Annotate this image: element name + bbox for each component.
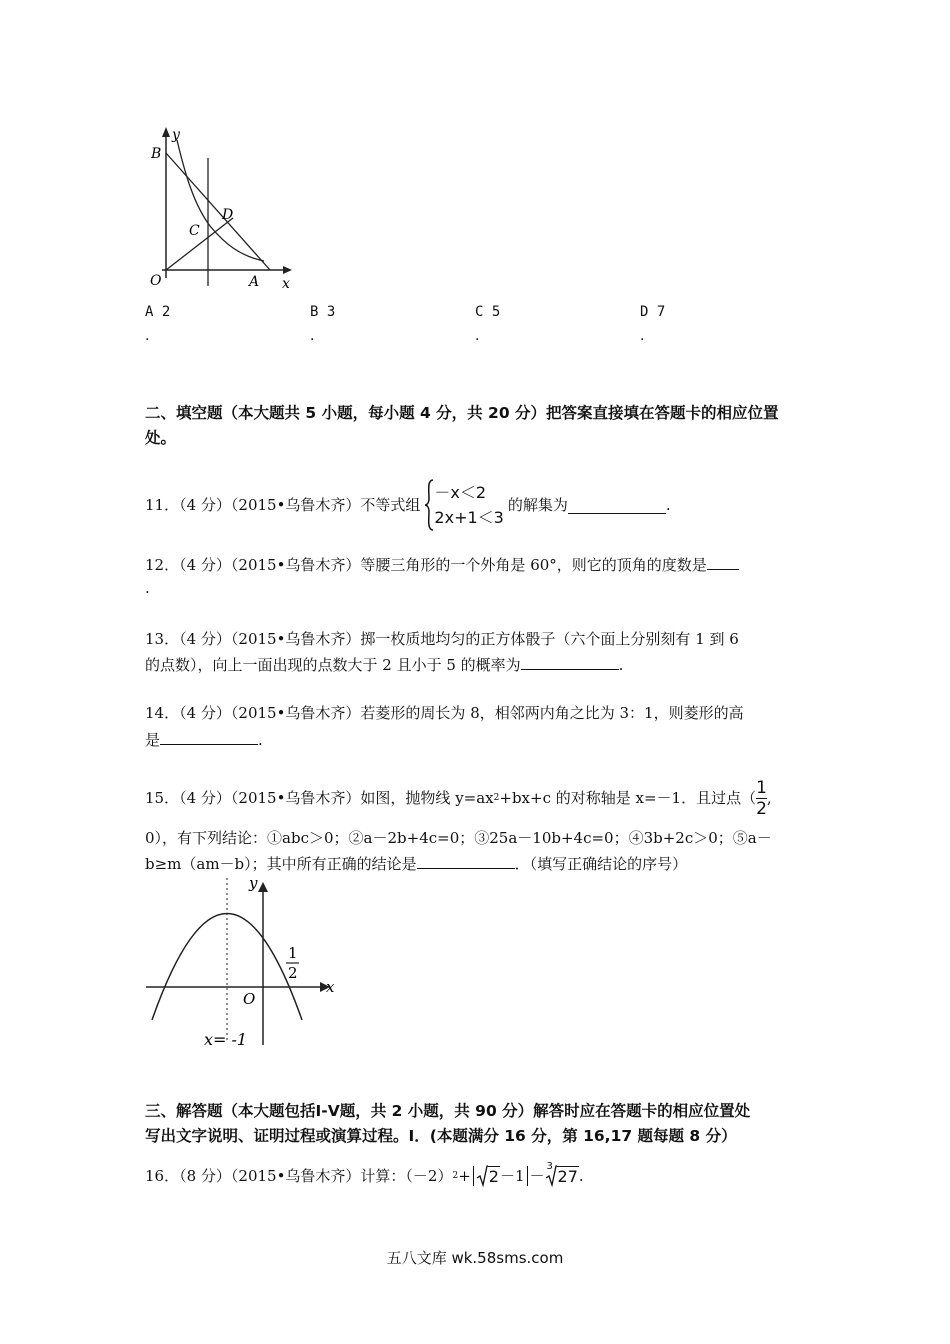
option-c-dot: . <box>475 328 480 344</box>
option-b-letter: B <box>310 304 319 320</box>
sqrt-icon <box>476 1165 488 1187</box>
figure2-label-o: O <box>243 990 256 1008</box>
figure2-label-y: y <box>249 874 258 892</box>
q15-fraction <box>756 779 767 818</box>
option-c-letter: C <box>475 304 484 320</box>
figure1-label-y: y <box>172 127 180 143</box>
q11-prefix: 11．（4 分）（2015•乌鲁木齐）不等式组 <box>145 496 421 514</box>
figure-1 <box>140 118 310 293</box>
option-b-value: 3 <box>326 304 336 320</box>
q16-sqrt <box>476 1165 500 1187</box>
option-b <box>310 302 335 322</box>
q12-line2: . <box>145 579 150 597</box>
figure1-label-x: x <box>282 276 290 292</box>
q13-end: . <box>618 656 624 674</box>
figure1-label-o: O <box>150 273 162 289</box>
question-15-line1 <box>145 778 772 818</box>
section3-heading-line1: 三、解答题（本大题包括Ⅰ-Ⅴ题，共 2 小题，共 90 分）解答时应在答题卡的相应位置处 <box>145 1102 751 1120</box>
y-axis-arrow <box>162 127 170 137</box>
q16-minus-one: －1 <box>499 1167 525 1185</box>
q15-line1-b: +bx+c 的对称轴是 x=－1．且过点（ <box>499 789 757 807</box>
figure1-label-c: C <box>189 223 200 239</box>
question-14-line2 <box>145 728 263 750</box>
figure1-label-a: A <box>249 274 260 290</box>
q15-line3-a: b≥m（am－b）；其中所有正确的结论是 <box>145 855 417 873</box>
option-d <box>640 302 665 322</box>
q15-line1-a: 15．（4 分）（2015•乌鲁木齐）如图，抛物线 y=ax <box>145 789 494 807</box>
option-c <box>475 302 500 322</box>
q15-line3-b: ．（填写正确结论的序号） <box>514 855 688 873</box>
x-axis-arrow <box>283 266 292 274</box>
figure2-label-half-num: 1 <box>288 944 298 962</box>
q16-abs-left <box>473 1166 474 1186</box>
q12-line1: 12．（4 分）（2015•乌鲁木齐）等腰三角形的一个外角是 60°，则它的顶角的度数是 <box>145 556 707 574</box>
q16-end: . <box>578 1167 584 1185</box>
figure1-label-b: B <box>151 146 162 162</box>
q13-line1: 13．（4 分）（2015•乌鲁木齐）掷一枚质地均匀的正方体骰子（六个面上分别刻有 1 到 6 <box>145 630 739 648</box>
option-a-letter: A <box>145 304 154 320</box>
figure2-label-half-den: 2 <box>288 964 298 982</box>
q15-frac-num: 1 <box>756 777 767 798</box>
q16-cbrt <box>545 1161 579 1187</box>
q13-line2: 的点数），向上一面出现的点数大于 2 且小于 5 的概率为 <box>145 656 521 674</box>
figure1-label-d: D <box>222 207 234 223</box>
option-d-value: 7 <box>656 304 666 320</box>
q11-inequality-1: －x＜2 <box>434 483 487 502</box>
section3-heading-line2: 写出文字说明、证明过程或演算过程。Ⅰ．(本题满分 16 分，第 16,17 题每题 8 分） <box>145 1127 737 1145</box>
q16-prefix: 16．（8 分）（2015•乌鲁木齐）计算：（－2） <box>145 1167 453 1185</box>
option-a-value: 2 <box>161 304 171 320</box>
q16-abs-right <box>527 1166 528 1186</box>
figure-2 <box>140 870 350 1055</box>
q16-sqrt-arg: 2 <box>488 1167 499 1186</box>
q16-cbrt-index: 3 <box>546 1161 553 1172</box>
q15-sup-2: 2 <box>493 793 500 803</box>
option-b-dot: . <box>310 328 315 344</box>
y-axis-arrow <box>258 882 268 892</box>
q11-end: . <box>665 496 671 514</box>
page-footer: 五八文库 wk.58sms.com <box>386 1249 564 1267</box>
line-ab <box>166 153 270 270</box>
option-a <box>145 302 170 322</box>
figure2-label-x: x <box>326 978 335 996</box>
q15-comma: , <box>766 789 772 807</box>
q14-answer-blank[interactable] <box>160 728 258 745</box>
q11-system <box>424 478 503 532</box>
option-c-value: 5 <box>491 304 501 320</box>
q15-frac-den: 2 <box>756 798 767 819</box>
section2-heading-line2: 处。 <box>145 429 177 447</box>
hyperbola-curve <box>177 140 264 261</box>
question-16 <box>145 1160 584 1192</box>
question-13-line2 <box>145 653 623 675</box>
q14-end: . <box>258 731 263 749</box>
q16-plus: + <box>458 1167 471 1185</box>
option-d-dot: . <box>640 328 645 344</box>
q16-sup-2: 2 <box>452 1171 459 1181</box>
option-d-letter: D <box>640 304 649 320</box>
q11-answer-blank[interactable] <box>568 497 666 514</box>
q16-minus: － <box>529 1167 545 1185</box>
q14-line1: 14．（4 分）（2015•乌鲁木齐）若菱形的周长为 8，相邻两内角之比为 3：1，则菱形的高 <box>145 704 744 722</box>
figure2-label-axis: x= -1 <box>204 1030 248 1049</box>
q14-line2: 是 <box>145 731 161 749</box>
q11-suffix: 的解集为 <box>507 496 568 514</box>
section2-heading-line1: 二、填空题（本大题共 5 小题，每小题 4 分，共 20 分）把答案直接填在答题卡的相应位置 <box>145 404 779 422</box>
option-a-dot: . <box>145 328 150 344</box>
q15-line2: 0），有下列结论：①abc＞0；②a－2b+4c=0；③25a－10b+4c=0；④3b+2c＞0；⑤a－ <box>145 829 772 847</box>
q16-cbrt-arg: 27 <box>557 1167 578 1186</box>
question-11 <box>145 478 671 532</box>
q12-answer-blank[interactable] <box>707 553 739 570</box>
brace-icon <box>424 478 434 532</box>
q11-inequality-2: 2x+1＜3 <box>434 508 504 527</box>
q15-answer-blank[interactable] <box>417 852 515 869</box>
question-12 <box>145 553 739 575</box>
q13-answer-blank[interactable] <box>521 653 619 670</box>
